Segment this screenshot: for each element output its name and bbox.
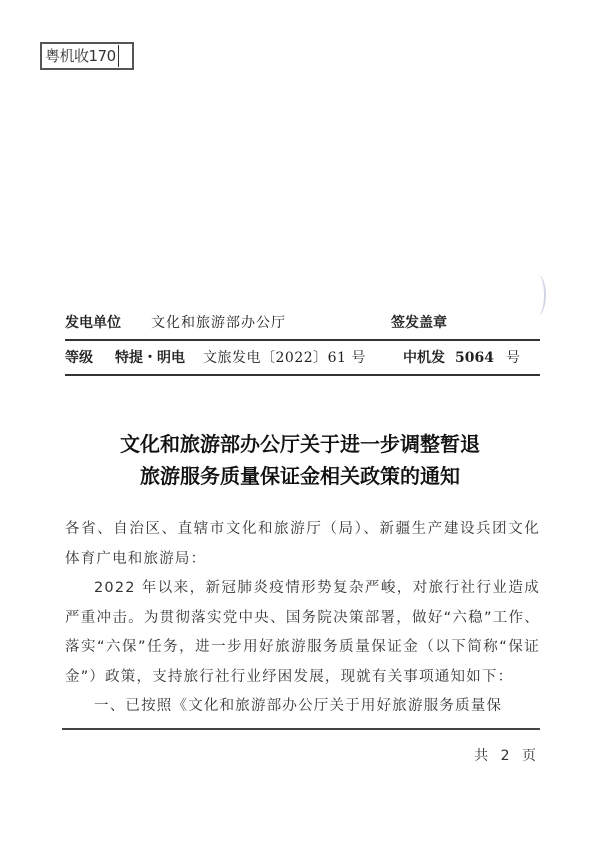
paragraph-2: 一、已按照《文化和旅游部办公厅关于用好旅游服务质量保 [94, 698, 503, 714]
sender-value: 文化和旅游部办公厅 [151, 315, 286, 331]
header-divider-1 [65, 339, 540, 341]
grade-label: 等级 [65, 350, 93, 366]
sign-label: 签发盖章 [391, 315, 447, 331]
central-number: 5064 [455, 350, 494, 366]
document-title [60, 428, 540, 492]
header-divider-2 [65, 374, 540, 376]
title-line-1: 文化和旅游部办公厅关于进一步调整暂退 [120, 432, 480, 456]
page-count: 共 2 页 [474, 748, 540, 764]
title-line-2: 旅游服务质量保证金相关政策的通知 [140, 464, 460, 488]
receipt-stamp-text: 粤机收170 [42, 45, 119, 67]
doc-number: 文旅发电〔2022〕61 号 [203, 350, 366, 366]
addressee: 各省、自治区、直辖市文化和旅游厅（局）、新疆生产建设兵团文化体育广电和旅游局： [65, 521, 540, 567]
central-suffix: 号 [505, 350, 520, 366]
grade-row [65, 347, 540, 367]
sender-label: 发电单位 [65, 315, 121, 331]
footer-divider [62, 728, 540, 730]
grade-value: 特提・明电 [115, 350, 185, 366]
paragraph-1: 2022 年以来，新冠肺炎疫情形势复杂严峻，对旅行社行业造成严重冲击。为贯彻落实党中央、国务院决策部署，做好“六稳”工作、落实“六保”任务，进一步用好旅游服务质量保证金（以下简称“保证金”）政策，支持旅行社行业纾困发展，现就有关事项通知如下： [65, 580, 540, 685]
receipt-stamp [40, 42, 134, 70]
document-body [65, 515, 540, 722]
sender-row [65, 312, 540, 332]
margin-mark [530, 275, 546, 315]
central-label: 中机发 [403, 350, 445, 366]
